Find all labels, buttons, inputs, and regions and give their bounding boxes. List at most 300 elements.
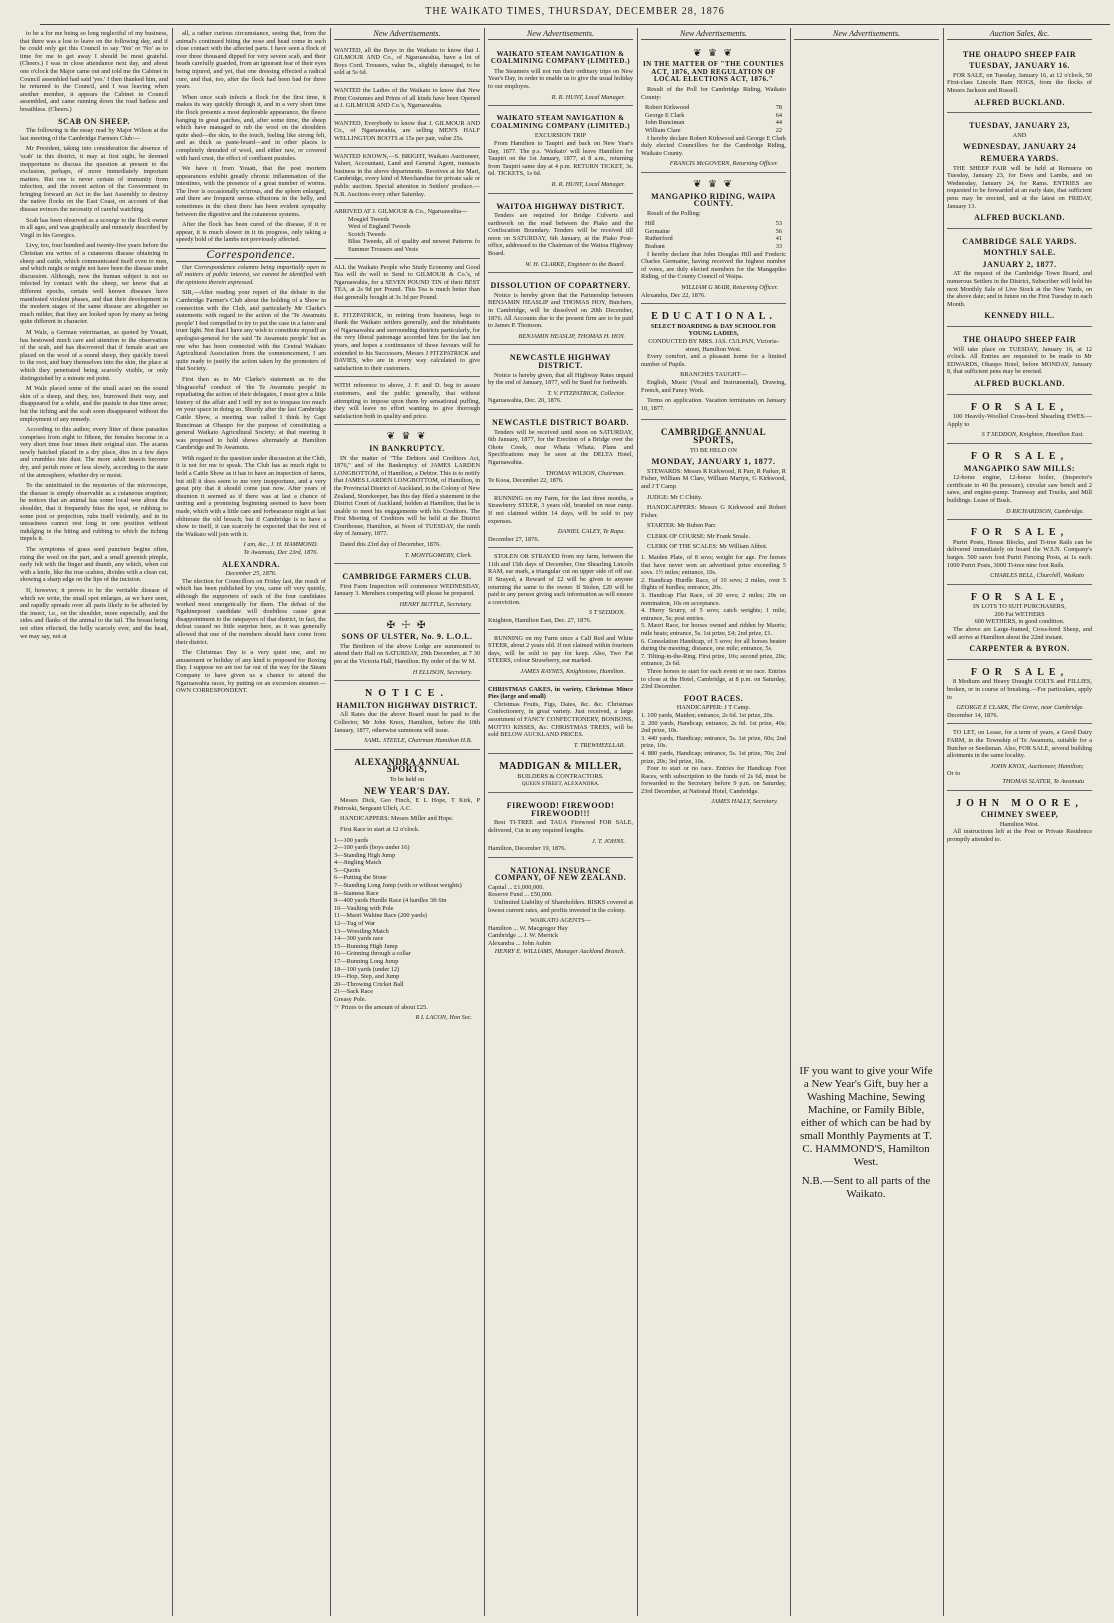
foot-race-item: 4. 880 yards, Handicap; entrance, 5s. 1st prize, 70s; 2nd prize, 20s; 3rd prize, 10s. xyxy=(641,749,786,765)
ad-signature: JAMES RAYNES, Knightstone, Hamilton. xyxy=(520,668,625,675)
advertisement xyxy=(488,196,633,274)
masthead: THE WAIKATO TIMES, THURSDAY, DECEMBER 28, 1876 xyxy=(40,6,1110,25)
ad-capital: Capital ... £1,000,000. xyxy=(488,883,544,891)
ad-conjunction: Or to xyxy=(947,770,961,778)
ad-signature: JAMES HALLY, Secretary. xyxy=(711,798,778,806)
ad-subtitle: CHIMNEY SWEEP, xyxy=(980,810,1059,820)
event-item: 18—100 yards (under 12) xyxy=(334,965,400,973)
poll-row xyxy=(641,119,786,127)
event-item: 6—Putting the Stone xyxy=(334,874,387,882)
ad-list-item: Mosgiel Tweeds xyxy=(348,215,390,223)
ad-title: MANGAPIKO RIDING, WAIPA COUNTY. xyxy=(651,191,776,209)
event-item: 9—400 yards Hurdle Race (4 hurdles 3ft 6in xyxy=(334,897,447,905)
advertisement xyxy=(488,756,633,793)
column-3 xyxy=(334,30,480,1615)
advertisement-election xyxy=(641,175,786,304)
vote-count: 44 xyxy=(775,119,782,127)
candidate-name: Germaine xyxy=(645,227,670,235)
ad-text xyxy=(334,1004,480,1012)
ad-subtitle: EXCURSION TRIP xyxy=(534,132,587,140)
ad-text: RUNNING on my Farm, for the last three months, a Strawberry STEER, 3 years old, branded on near rump. If not claimed within 14 days, will be sold to pay expenses. xyxy=(488,494,633,525)
advertisement xyxy=(488,412,633,490)
advertisement xyxy=(947,397,1092,444)
advertisement xyxy=(488,795,633,858)
ad-text: CLERK OF COURSE: Mr Frank Smale. xyxy=(647,532,750,540)
letter-paragraph: First then as to Mr Clarke's statement as to the 'disgraceful' conduct of 'the Te Awamutu people' in repudiating the action of their delegates, I must give a little history of the affair and I will try not to trespass too much on your space in doing so. Shortly after the last Cambridge Cattle Show, a meeting was called I think by Capt Runciman at Ohaupo for the purpose of constituting a general Waikato Agricultural Society; at that meeting it was proposed to hold shows alternately at Hamilton Cambridge and Te Awamutu. xyxy=(176,375,326,452)
ad-date: JANUARY 2, 1877. xyxy=(982,259,1057,269)
ad-text: WITH reference to above, J. F. and D. beg to assure customers, and the public generally, that without attempting to impose upon them by sensational puffing, they will leave no effort wanting to give thorough satisfaction both in quality and price. xyxy=(334,382,480,420)
ad-title: CHRISTMAS CAKES, in variety, Christmas Mince Pies (large and small) xyxy=(488,685,633,701)
ad-title: WAIKATO STEAM NAVIGATION & COALMINING COMPANY (LIMITED.) xyxy=(490,114,631,130)
ad-title: CAMBRIDGE FARMERS CLUB. xyxy=(342,572,472,582)
advertisement-hammond xyxy=(798,1065,934,1201)
agent-item: Alexandra ... John Aubin xyxy=(488,940,551,948)
ad-title: IN BANKRUPTCY. xyxy=(369,443,445,453)
column-heading: New Advertisements. xyxy=(334,30,480,40)
column-2 xyxy=(176,30,326,1615)
ad-text: From Hamilton to Taupiri and back on New Year's Day, 1877. The p.s. 'Waikato' will leave Hamilton for Taupiri on the 1st January, 1877, at 8 a.m., returning from Taupiri same day at 4 p.m. RETURN TICKET, 3s. 6d. TICKETS, 1s 6d. xyxy=(488,139,633,178)
ad-signature: S T SEDDON, Knighton, Hamilton East. xyxy=(981,431,1084,439)
advertisement xyxy=(488,275,633,345)
ad-subtitle: IN LOTS TO SUIT PURCHASERS, xyxy=(973,603,1066,611)
ad-text: Result of the Polling: xyxy=(647,209,701,217)
foot-race-list xyxy=(641,712,786,765)
event-item: 8—Siamese Race xyxy=(334,889,379,897)
event-item: 19—Hop, Step, and Jump xyxy=(334,973,400,981)
ad-signature: R. R. HUNT, Local Manager. xyxy=(551,180,625,188)
ad-signature: THOMAS SLATER, Te Awamutu xyxy=(1002,777,1084,785)
paragraph: Livy, too, four hundred and twenty-five years before the Christian era writes of a cutaneous disease obtaining in sheep and cattle, which communicated itself even to men, and which might or might not have been the disease under discussion. Although, now the human subject is not so infected by contact with the sheep, we know that at different epochs, certain well known diseases have manifested virulent phases, and that their development in the modern stages of the same disease are altogether so much milder, that they are looked upon by many as being quite different in character. xyxy=(20,242,168,326)
event-item: 4—Jingling Match xyxy=(334,859,382,867)
column-7 xyxy=(947,30,1092,1615)
paragraph: We have it from Youatt, that the post mortem appearances exhibit greatly chronic inflammation of the intestines, with the presence of a great number of worms. The liver is occasionally scirrous, and the spleen enlarged, and there are frequent serous effusions in the belly, and sometimes in the chest there has been evident sympathy between the digestive and the cutaneous systems. xyxy=(176,165,326,218)
advertisement xyxy=(947,726,1092,790)
ad-text: Tenders are required for Bridge Culverts and earthwork on the road between the Piako and the Confiscation Boundary. Tenders will be received till noon on SATURDAY, 6th January, at the Piako Post-office, addressed to the Chairman of the Waitoa Highway Board. xyxy=(488,212,633,258)
ad-title: NATIONAL INSURANCE COMPANY, OF NEW ZEALAND. xyxy=(494,865,627,883)
poll-row xyxy=(641,228,786,236)
poll-row xyxy=(641,235,786,243)
ad-date: WEDNESDAY, JANUARY 24 xyxy=(962,142,1077,152)
ad-list-item: West of England Tweeds xyxy=(348,223,411,231)
paragraph: The Christmas Day is a very quiet one, and no amusement or holiday of any kind is proposed for Boxing Day. I suppose we are too far out of the way for the Steam Company to have given us a chance to attend the Ngaruawahia races, by putting on an excursion steamer.—OWN CORRESPONDENT. xyxy=(176,649,326,695)
column-rule xyxy=(790,28,791,1616)
ad-text: WANTED KNOWN,—S. BRIGHT, Waikato Auctioneer, Valuer, Accountant, Land and General Agent, transacts business in the above departments. Receives at his Mart, Cambridge, every kind of Merchandise for private sale or public auction. Special attention to Settlers' produce.—N.B. Auctions every other Saturday. xyxy=(334,152,480,198)
ad-subtitle: BUILDERS & CONTRACTORS. xyxy=(517,772,604,780)
vote-count: 41 xyxy=(775,235,782,243)
ad-title: WAITOA HIGHWAY DISTRICT. xyxy=(496,201,625,211)
advertisement xyxy=(334,309,480,378)
ad-heading: ARRIVED AT J. GILMOUR & Co., Ngaruawahia— xyxy=(334,208,468,216)
candidate-name: Robert Kirkwood xyxy=(645,104,690,112)
event-item: 11—Maori Wahine Race (200 yards) xyxy=(334,912,427,920)
ad-title: FOR SALE, xyxy=(970,666,1069,678)
event-item: 21—Sack Race xyxy=(334,988,373,996)
ad-text: Notice is hereby given, that all Highway Rates unpaid by the end of January, 1877, will be Sued for forthwith. xyxy=(488,371,633,387)
section-title-correspondence: Correspondence. xyxy=(176,248,326,262)
ad-text: Messrs Dick, Geo Finch, E L Hope, T Kirk, P Pietroski, Sergeant Ulich, A.C. xyxy=(334,797,480,812)
ad-text: I hereby declare Robert Kirkwood and George E Clark duly elected Councillors for the Cambridge Riding, Waikato County. xyxy=(641,134,786,157)
ad-list xyxy=(334,216,480,239)
race-list xyxy=(641,554,786,668)
ad-date: Knighton, Hamilton East, Dec. 27, 1876. xyxy=(488,617,592,625)
paragraph: After the flock has been cured of the disease, if it re appear, it is much slower in it its progress, only taking a speedy hold of the lambs not previously affected. xyxy=(176,221,326,244)
advertisement xyxy=(947,522,1092,585)
advertisement xyxy=(947,231,1092,327)
ad-signature: H ELLISON, Secretary. xyxy=(412,668,472,676)
event-item: 15—Running High Jump xyxy=(334,942,398,950)
advertisement xyxy=(488,492,633,549)
ad-date: TUESDAY, JANUARY 16. xyxy=(969,61,1070,71)
ad-conjunction: AND xyxy=(1012,131,1027,139)
letter-signature: I am, &c., J. H. HAMMOND. xyxy=(243,541,318,549)
ad-text: FOR SALE, on Tuesday, January 16, at 12 o'clock, 50 First-class Lincoln Ram HOGS, from the flocks of Messrs Jackson and Russell. xyxy=(947,71,1092,94)
ad-list-item: 600 WETHERS, in good condition. xyxy=(974,618,1065,626)
paragraph: According to this author, every litter of these parasites comprises from eight to fifteen, the females become in a very short time four times their original size. The acarus newly hatched placed in a dry place, dies in a few days and crumbles into dust. The more adult insects become dry, and perish more or less slowly, according to the state of the atmosphere, whether dry or moist. xyxy=(20,426,168,479)
article-continuation: to be a for me being so long neglectful of my business, that there was a lost to leave on the following day, and if he could only get this Council to say 'Yes' or 'No' as to time for me to get away I should be most grateful. (Cheers.) I was in close attendance next day, and about one o'clock the Major came out and told me the Cabinet in Council assembled had said 'yes.' I then thanked him, and he returned to the Council, and I was leaving when another member, it appears the Cabinet in Council assembled, and came running down the road hatless and breathless. (Cheers.) xyxy=(20,30,168,113)
column-heading: New Advertisements. xyxy=(794,30,939,40)
ad-title: FOR SALE, xyxy=(970,591,1069,603)
ad-text: RUNNING on my Farm since a Calf Red and White STEER, about 2 years old. If not claimed within fourteen days, will be sold to pay for keep. Also, Two Fat STEERS, colour Strawberry, ear marked. xyxy=(488,634,633,665)
ad-address: QUEEN STREET, ALEXANDRA. xyxy=(521,780,600,787)
ad-title: WAIKATO STEAM NAVIGATION & COALMINING COMPANY (LIMITED.) xyxy=(490,49,631,66)
letter-paragraph: With regard to the question under discussion at the Club, it is not for me to speak. The Club has as much right to hold a Cattle Show as it has to have an inspection of farms, but still it does seem to me very inopportune, and a very great pity that it should come just now. After years of disunion it seemed as if there was at last a chance of uniting and a promising beginning seemed to have been made, which with a little care and forbearance might at last obliterate the old breach; but if Cambridge is to have a show to itself, it can scarcely be expected that the rest of the Waikato will join with it. xyxy=(176,454,326,538)
ad-signature: FRANCIS McGOVERN, Returning Officer. xyxy=(669,160,778,168)
ad-text: Will take place on TUESDAY, January 16, at 12 o'clock. All Entries are requested to be made to Mr EDWARDS, Ohaupo Hotel, before MONDAY, January 8, that sufficient pens may be erected. xyxy=(947,345,1092,376)
ad-text: English, Music (Vocal and Instrumental), Drawing, French, and Fancy Work. xyxy=(641,378,786,394)
advertisement xyxy=(947,793,1092,851)
ad-text: 12-horse engine, 12-horse boiler, (Inspector's certificate to 40 lbs pressure), circular saw bench and 2 saws, and engine-pump. Tramway and Trucks, and Mill buildings. Lease of Bush. xyxy=(947,474,1092,504)
ad-date: TUESDAY, JANUARY 23, xyxy=(969,121,1070,131)
ad-signature: J. T. JOHNS. xyxy=(592,837,625,845)
ad-text: All instructions left at the Post or Private Residence promptly attended to. xyxy=(947,828,1092,843)
advertisement xyxy=(947,115,1092,229)
ad-signature: HENRY BUTTLE, Secretary. xyxy=(399,601,472,609)
paragraph: The election for Councillors on Friday last, the result of which has been published by you, came off very quietly, although the supporters of each of the four candidates worked most energetically for them. The defeat of the Ngahinepouri candidate will doubtless cause great disappointment to the ratepayers of that district, in fact, the defeat caused no little surprise here, as it was generally allowed that one of the members should have come from their district. xyxy=(176,577,326,646)
column-5 xyxy=(641,30,786,1615)
ad-text: I hereby declare that John Douglas Hill and Frederic Charles Germaine, having received the highest number of votes, are duly elected members for the Mangapiko Riding, of the County Council of Waipa. xyxy=(641,250,786,281)
advertisement xyxy=(488,683,633,755)
ad-text: Tenders will be received until noon on SATURDAY, 6th January, 1877, for the Erection of a Bridge over the Ohote Creek, near Whata Whata. Plans and Specifications may be seen at the DELTA Hotel, Ngaruawahia. xyxy=(488,428,633,466)
advertisement xyxy=(334,117,480,148)
advertisement xyxy=(334,566,480,613)
ad-title: IN THE MATTER OF "THE COUNTIES ACT, 1876, AND REGULATION OF LOCAL ELECTIONS ACT, 1876." xyxy=(642,60,785,84)
vote-count: 22 xyxy=(775,126,782,134)
column-heading: New Advertisements. xyxy=(488,30,633,40)
ad-title: THE OHAUPO SHEEP FAIR xyxy=(962,335,1077,345)
paragraph: all, a rather curious circumstance, seeing that, from the animal's continued biting the nose and head come in such close contact with the affected parts. I have seen a flock of over three thousand dipped for very severe scab, and their heads carefully guarded, from an ignorant fear of their eyes being injured, and yet, that one dressing effected a radical cure, and that, too, after the flock had been bad for three years. xyxy=(176,30,326,91)
advertisement xyxy=(947,446,1092,520)
paragraph: If, however, it proves to be the veritable disease of which we write, the small spot enlarges, as we have seen, and rapidly spreads over all parts likely to be affected by the insect, i.e., on the shoulder, more especially, and the sides and flanks of the animal to the tail. The breast being not often effected, the belly scarcely ever, and the head, we may say, not at xyxy=(20,586,168,640)
advertisement xyxy=(488,550,633,629)
ad-text: E. FITZPATRICK, in retiring from business, begs to thank the Waikato settlers generally, and the inhabitants of Ngaruawahia and surrounding districts particularly, for the very liberal patronage accorded him for the last ten years, and hopes a continuance of those favours will be extended to his Successors, Messrs J FITZPATRICK and DAVIES, who are in every way calculated to give satisfaction to their customers. xyxy=(334,311,480,372)
ad-signature: R. R. HUNT, Local Manager. xyxy=(551,93,625,101)
ad-text: Puriri Posts, House Blocks, and Ti-tree Rails can be delivered immediately on board the W.S.N. Company's barges. 500 sawn foot Puriri Fencing Posts, at 1s each. 1000 Puriri Posts, 3000 Ti-tree nine foot Rails. xyxy=(947,538,1092,569)
ad-conductor: CONDUCTED BY MRS. JAS. CULPAN, Victoria-street, Hamilton West. xyxy=(648,338,779,353)
ad-title: JOHN MOORE, xyxy=(956,797,1083,809)
ad-signature: THOMAS WILSON, Chairman. xyxy=(545,469,625,477)
pointing-hand-icon: ☞ xyxy=(334,1003,342,1011)
advertisement xyxy=(488,347,633,410)
foot-race-item: 2. 200 yards, Handicap; entrance, 2s 6d. 1st prize, 40s; 2nd prize, 10s. xyxy=(641,719,786,735)
vote-count: 33 xyxy=(775,243,782,251)
vote-count: 53 xyxy=(775,220,782,228)
event-item: 20—Throwing Cricket Ball xyxy=(334,980,404,988)
advertisement xyxy=(334,205,480,259)
event-item: 5—Quoits xyxy=(334,866,361,874)
candidate-name: John Runciman xyxy=(645,119,685,127)
event-list xyxy=(334,837,480,1004)
ad-signature: KENNEDY HILL. xyxy=(984,311,1055,321)
ad-date: December 27, 1876. xyxy=(488,535,540,543)
race-item: 3. Handicap Flat Race, of 20 sovs; 2 miles; 20s on nomination, 10s on acceptance. xyxy=(641,592,786,607)
advertisement xyxy=(334,261,480,307)
ad-text: The Brethren of the above Lodge are summoned to attend their Hall on SATURDAY, 29th December, at 7 30 pm at the Victoria Hall, Hamilton. By order of the W M. xyxy=(334,642,480,665)
ad-text: HANDICAPPERS: Messrs Miller and Hope. xyxy=(340,815,454,823)
ad-date: Dated this 23rd day of December, 1876. xyxy=(340,541,441,549)
ad-date: December 14, 1876. xyxy=(947,711,999,719)
ad-signature: S T SEDDON. xyxy=(588,609,625,617)
ad-subtitle: MONTHLY SALE. xyxy=(983,248,1056,258)
article-date: December 25, 1876. xyxy=(225,570,277,578)
ad-text: The above are Large-framed, Cross-bred Sheep, and will arrive at Hamilton about the 22nd instant. xyxy=(947,626,1092,641)
advertisement xyxy=(334,84,480,115)
column-heading: New Advertisements. xyxy=(641,30,786,40)
ad-signature: T. TREWHEELLAR. xyxy=(573,741,625,749)
advertisement xyxy=(334,150,480,204)
event-item: 12—Tug of War xyxy=(334,920,376,928)
ad-title: NOTICE. xyxy=(365,688,449,700)
race-item: 5. Maori Race, for horses owned and ridden by Maoris; mile heats; entrance, 5s. 1st prize, £4; 2nd prize, £1. xyxy=(641,622,786,637)
ad-date: Ngaruawahia, Dec. 20, 1876. xyxy=(488,397,562,405)
ad-signature: ALFRED BUCKLAND. xyxy=(974,97,1065,107)
event-item: 14—300 yards race xyxy=(334,935,384,943)
editorial-note: Our Correspondence columns being impartially open to all matters of public interest, we cannot be identified with the opinions therein expressed. xyxy=(176,263,326,286)
advertisement xyxy=(334,683,480,750)
paragraph: M Walz, a German veterinarian, as quoted by Youatt, has bestowed much care and attention to the observation of the scab, and has discovered that if female acari are placed on the wool of a sound sheep, they quickly travel to the root, and bury themselves into the skin, the place at which they penetrated being scarcely visible, or only distinguished by a minute red point. xyxy=(20,328,168,382)
ad-text: IF you want to give your Wife a New Year's Gift, buy her a Washing Machine, Sewing Machine, or Family Bible, either of which can be had by small Monthly Payments at T. C. HAMMOND'S, Hamilton West. xyxy=(799,1065,933,1168)
ad-date: NEW YEAR'S DAY. xyxy=(363,785,451,796)
poll-row xyxy=(641,104,786,112)
paragraph: The symptoms of grass seed puncture begins often, rising the wool on the part, and a small greenish pimple, early felt with the finger and thumb, any which, when cut with a knife, like the true scabies, divides with a clean cut, showing a sharp edge on the lips of the incision. xyxy=(20,546,168,584)
event-item: 2—100 yards (boys under 16) xyxy=(334,844,410,852)
advertisement xyxy=(947,587,1092,660)
ad-text: 8 Medium and Heavy Draught COLTS and FILLIES, broken, or in course of breaking.—For particulars, apply to xyxy=(947,678,1092,701)
ad-signature: HENRY E. WILLIAMS, Manager Auckland Branch. xyxy=(494,947,625,955)
ad-text: Result of the Poll for Cambridge Riding, Waikato County: xyxy=(641,85,786,101)
event-item: 10—Vaulting with Pole xyxy=(334,904,394,912)
ad-title: NEWCASTLE HIGHWAY DISTRICT. xyxy=(509,353,612,370)
ad-subtitle: WAIKATO AGENTS— xyxy=(530,917,591,925)
ad-text: Four to start or no race. Entries for Handicap Foot Races, with subscription to the funds of 2s 6d, must be forwarded to the Secretary before 9 p.m. on Saturday, 23rd December, at National Hotel, Cambridge. xyxy=(641,765,786,795)
ad-signature: T. MONTGOMERY, Clerk. xyxy=(404,551,472,559)
ad-subtitle: TO BE HELD ON xyxy=(690,446,737,454)
paragraph: Mr President, taking into consideration the absence of 'scab' in this district, it may at first sight, be deemed inopportune to discuss the question at present to the exclusion, perhaps, of more immediately important matters. But one is never certain of immunity from infection, and the recent action of the Government in bringing forward an Act in the last Assembly to destroy the native flocks on the East Coast, on account of that disease evinces the necessity of careful watching. xyxy=(20,145,168,214)
advertisement-sports xyxy=(334,752,480,1026)
ad-subtitle: BRANCHES TAUGHT— xyxy=(680,371,747,379)
column-6 xyxy=(794,30,939,1615)
ad-text: WANTED, Everybody to know that J. GILMOUR AND Co., of Ngaruawahia, are selling MEN'S HALF WELLINGTON BOOTS at 15s per pair, value 25s. xyxy=(334,119,480,142)
ad-date: Hamilton, December 19, 1876. xyxy=(488,845,566,853)
poll-row xyxy=(641,127,786,135)
ad-text: WANTED, all the Boys in the Waikato to know that J. GILMOUR AND Co., of Ngaruawahia, have a lot of Boys Cord. Trousers, value 9s., slightly damaged, to be sold at 5s 6d. xyxy=(334,46,480,77)
column-1 xyxy=(20,30,168,1615)
candidate-name: Rutherford xyxy=(645,235,673,243)
agent-item: Cambridge ... J. W. Merrick xyxy=(488,932,559,940)
advertisement xyxy=(334,616,480,682)
ad-title: NEWCASTLE DISTRICT BOARD. xyxy=(491,417,630,427)
letter-paragraph: SIR,—After reading your report of the debate in the Cambridge Farmer's Club about the holding of a Show in connection with the Club, and particularly Mr Clarke's statements with regard to the action of the 'Te Awamutu people' I feel compelled to try to put the case in a fairer and truer light. Not that I have any wish to constitute myself an apologist-general for the said 'Te Awamutu people' but as one who has been connected with the Central Waikato Agricultural Association from the commencement, I am quite ready to justify the action taken by the promoters of that Society. xyxy=(176,289,326,373)
ad-title: ALEXANDRA ANNUAL SPORTS, xyxy=(354,756,460,775)
ad-text: WANTED the Ladies of the Waikato to know that New Print Costumes and Prints of all kinds have been Opened at J. GILMOUR AND Co.'s, Ngaruawahia. xyxy=(334,86,480,110)
lodge-emblem-icon: ✠ ☩ ✠ xyxy=(386,619,428,631)
ad-text: JUDGE: Mr C Chitty. xyxy=(647,493,703,501)
ad-address: Hamilton West. xyxy=(999,820,1040,828)
advertisement xyxy=(488,44,633,107)
advertisement xyxy=(947,329,1092,395)
ad-title: FIREWOOD! FIREWOOD! FIREWOOD!!! xyxy=(506,801,615,818)
ad-list-item: Scotch Tweeds xyxy=(348,230,386,238)
ad-text: Best TI-TREE and TAUA Firewood FOR SALE, delivered, Cut in any required lengths. xyxy=(488,819,633,834)
ad-title: DISSOLUTION OF COPARTNERY. xyxy=(490,281,631,291)
article-title: SCAB ON SHEEP. xyxy=(58,116,130,126)
royal-arms-icon: ❦ ♛ ❦ xyxy=(693,47,734,59)
column-4 xyxy=(488,30,633,1615)
ad-list-item: 200 Fat WETHERS xyxy=(994,610,1045,618)
ad-signature: SAML. STEELE, Chairman Hamilton H.B. xyxy=(364,737,472,745)
ad-title: EDUCATIONAL. xyxy=(651,311,776,323)
ad-subtitle: FOOT RACES. xyxy=(683,693,744,703)
ad-signature: CARPENTER & BYRON. xyxy=(969,644,1070,654)
ad-signature: DANIEL CALEY, Te Rapa. xyxy=(557,528,625,536)
advertisement-bankruptcy xyxy=(334,427,480,564)
ad-title: FOR SALE, xyxy=(970,527,1069,539)
race-item: 1. Maiden Plate, of 8 sovs; weight for age. For horses that have never won an advertised prize exceeding 5 sovs. 1½ miles; entrance, 10s. xyxy=(641,554,786,577)
ad-signature: R L LACON, Hon Sec. xyxy=(415,1014,472,1022)
ad-subtitle: SELECT BOARDING & DAY SCHOOL FOR YOUNG LADIES, xyxy=(650,322,777,338)
ad-text: STARTER: Mr Ruben Parr. xyxy=(647,522,717,530)
advertisement-election xyxy=(641,44,786,173)
ad-title: FOR SALE, xyxy=(970,401,1069,413)
ad-title: SONS OF ULSTER, No. 9. L.O.L. xyxy=(341,632,473,642)
ad-reserve: Reserve Fund ... £50,000. xyxy=(488,891,553,899)
ad-subtitle: MANGAPIKO SAW MILLS: xyxy=(963,463,1076,473)
paragraph: Scab has been observed as a scourge to the flock owner in all ages, and was graphically and minutely described by Virgil in his Georgics. xyxy=(20,216,168,239)
foot-race-item: 1. 100 yards, Maiden; entrance, 2s 6d. 1st prize, 20s. xyxy=(641,711,774,719)
poll-row xyxy=(641,220,786,228)
advertisement xyxy=(334,44,480,82)
vote-count: 78 xyxy=(775,104,782,112)
ad-text: Bliss Tweeds, all of quality and newest Patterns fo Summer Trousers and Vests xyxy=(348,238,480,254)
ad-signature: D RICHARDSON, Cambridge. xyxy=(1005,507,1084,515)
ad-title: CAMBRIDGE SALE YARDS. xyxy=(962,236,1077,246)
royal-arms-icon: ❦ ♛ ❦ xyxy=(693,178,734,190)
vote-count: 64 xyxy=(775,111,782,119)
agent-item: Hamilton ... W. Macgregor Hay xyxy=(488,924,568,932)
column-rule xyxy=(172,28,173,1616)
candidate-name: William Clare xyxy=(645,126,681,134)
race-item: 6. Consolation Handicap, of 5 sovs; for all horses beaten during the meeting; distance, one mile; entrance, 5s. xyxy=(641,637,786,653)
royal-arms-icon: ❦ ♛ ❦ xyxy=(386,431,428,443)
paragraph: When once scab infects a flock for the first time, it makes its way quickly through it, and in a very short time the flock presents a most deplorable appearance, the fleece hanging in great patches, and, after some time, the sheep which have managed to rub the wool on the shoulders quite shed—the skin, to the touch, feeling like strong felt, and as thick as paste-board—and in other places is completely denuded of wool, and either raw, or covered with hard crust, the effect of confluent pustules. xyxy=(176,93,326,162)
column-rule xyxy=(943,28,944,1616)
column-heading: Auction Sales, &c. xyxy=(947,30,1092,40)
ad-text: Three horses to start for each event or no race. Entries to close at the Hotel, Cambridge, at 8 p.m. on Saturday, 23rd December. xyxy=(641,667,786,691)
prize-text: Prizes to the amount of about £25. xyxy=(341,1003,428,1011)
paragraph: M Walz placed some of the small acari on the sound skin of a sheep, and they, too, burrowed their way, and disappeared for a while, and the pustule in due time arose; but the itching and the scab soon disappeared without the employment of any remedy. xyxy=(20,385,168,423)
ad-text: All Rates due the above Board must be paid to the Collector, Mr John Knox, Hamilton, before the 10th January, 1877, otherwise summons will issue. xyxy=(334,711,480,734)
ad-signature: JOHN KNOX, Auctioneer, Hamilton; xyxy=(990,762,1084,770)
letter-date: Te Awamutu, Dec 23rd, 1876. xyxy=(243,549,318,556)
ad-signature: W. H. CLARKE, Engineer to the Board. xyxy=(525,260,625,268)
ad-date: Te Kooa, December 22, 1876. xyxy=(488,477,564,485)
event-item: 3—Standing High Jump xyxy=(334,851,396,859)
ad-text: Unlimited Liability of Shareholders. RISKS covered at lowest current rates, and profits invested in the colony. xyxy=(488,899,633,914)
ad-signature: ALFRED BUCKLAND. xyxy=(974,379,1065,388)
race-item: 2. Handicap Hurdle Race, of 10 sovs; 2 miles, over 5 flights of hurdles; entrance, 20s. xyxy=(641,576,786,592)
candidate-name: George E Clark xyxy=(645,111,685,119)
article-title: ALEXANDRA. xyxy=(221,559,281,569)
advertisement xyxy=(488,108,633,193)
ad-text: First Race to start at 12 o'clock. xyxy=(340,825,420,833)
ad-text: HANDICAPPERS: Messrs G Kirkwood and Robert Fisher. xyxy=(641,504,786,519)
ad-text: CLERK OF THE SCALES: Mr William Abbot. xyxy=(647,543,768,551)
race-item: 7. Tilting-in-the-Ring. First prize, 10s; second prize, 20s; entrance, 2s 6d. xyxy=(641,652,786,668)
event-item: Greasy Pole. xyxy=(334,995,367,1003)
ad-text: STEWARDS: Messrs R Kirkwood, R Parr, R Parker, R Fisher, William M Clare, William Martyn, G Kirkwood, and J T Camp xyxy=(641,467,786,490)
ad-text: HANDICAPPER: J T Camp. xyxy=(676,704,751,712)
ad-text: IN the matter of "The Debtors and Creditors Act, 1876," and of the Bankruptcy of JAMES LARDEN LONGBOTTOM, of Hamilton, a Debtor. This is to notify that JAMES LARDEN LONGBOTTOM, of Hamilton, in the Provincial District of Auckland, in the Colony of New Zealand, Storekeeper, has this day filed a statement in the District Court of Auckland, holden at Hamilton, that he is unable to meet his engagements with his Creditors. The First Meeting of Creditors will be held at the District Courthouse, Hamilton, at Noon of TUESDAY, the ninth day of January, 1877. xyxy=(334,454,480,538)
ad-text: TO LET, on Lease, for a term of years, a Good Dairy FARM, in the Township of Te Awamutu, suitable for a Butcher or Seedsman. Also, FOR SALE, several building allotments in the same locality. xyxy=(947,729,1092,760)
ad-text: Notice is hereby given that the Partnership between BENJAMIN HEASLIP and THOMAS HOY, Butchers, in Cambridge, will be dissolved on 20th December, 1876. All Accounts due to the present firm are to be paid to James P. Thomson. xyxy=(488,291,633,330)
advertisement xyxy=(947,44,1092,114)
ad-title: FOR SALE, xyxy=(970,450,1069,462)
advertisement xyxy=(947,662,1092,725)
candidate-name: Brabant xyxy=(645,243,665,251)
column-rule xyxy=(637,28,638,1616)
ad-date: Alexandra, Dec 22, 1876. xyxy=(641,291,706,299)
ad-signature: GEORGE E CLARK, The Grove, near Cambridge. xyxy=(956,704,1084,712)
column-rule xyxy=(330,28,331,1616)
ad-text: Terms on application. Vacation terminates on January 10, 1877. xyxy=(641,397,786,412)
poll-row xyxy=(641,112,786,120)
foot-race-item: 3. 440 yards, Handicap; entrance, 5s. 1st prize, 60s; 2nd prize, 10s. xyxy=(641,734,786,750)
ad-subtitle: HAMILTON HIGHWAY DISTRICT. xyxy=(336,700,478,710)
ad-signature: CHARLES BELL, Churchill, Waikato xyxy=(990,572,1084,580)
ad-signature: BENJAMIN HEASLIP, THOMAS H. HOY. xyxy=(518,332,625,340)
ad-text: 100 Heavily-Woolled Cross-bred Shearling EWES.—Apply to xyxy=(947,413,1092,428)
event-item: 17—Running Long Jump xyxy=(334,958,399,965)
event-item: 13—Wrestling Match xyxy=(334,927,389,935)
candidate-name: Hill xyxy=(645,220,655,228)
ad-signature: ALFRED BUCKLAND. xyxy=(974,213,1065,223)
ad-text: Every comfort, and a pleasant home for a limited number of Pupils. xyxy=(641,353,786,368)
ad-text: Christmas Fruits, Figs, Dates, &c. &c. Christmas Confectionery, in great variety. Just received, a large assortment of FANCY CONFECTIONERY, BONBONS, MOTTO KISSES, &c. CHRISTMAS TREES, will be sold BELOW AUCKLAND PRICES. xyxy=(488,700,633,739)
ad-title: CAMBRIDGE ANNUAL SPORTS, xyxy=(660,427,767,445)
ad-text: STOLEN OR STRAYED from my farm, between the 11th and 15th days of December, One Shearling Lincoln RAM, ear mark, a triangular cut on upper side of off ear. If Strayed, a Reward of £2 will be given to anyone returning the same to the owner. If Stolen, £20 will be paid to any person giving such information as will ensure a conviction. xyxy=(488,553,633,606)
ad-signature: T. V. FITZPATRICK, Collector. xyxy=(547,389,625,397)
event-item: 16—Grinning through a collar xyxy=(334,950,411,958)
column-rule xyxy=(484,28,485,1616)
advertisement-sports xyxy=(641,422,786,810)
advertisement xyxy=(488,860,633,960)
ad-title: MADDIGAN & MILLER, xyxy=(499,761,622,773)
ad-text: THE SHEEP FAIR will be held at Remuera on Tuesday, January 23, for Ewes and Lambs, and on Wednesday, January 24, for Rams. ENTRIES are requested to be forwarded at an early date, that sufficient pens may be erected, and at the latest on FRIDAY, January 13. xyxy=(947,164,1092,210)
ad-text: First Farm Inspection will commence WEDNESDAY, January 3. Members competing will please be prepared. xyxy=(334,582,480,598)
ad-text: The Steamers will not run their ordinary trips on New Year's Day, in order to enable us to give the usual holiday to our employes. xyxy=(488,67,633,90)
paragraph: The following is the essay read by Major Wilson at the last meeting of the Cambridge Farmers Club:— xyxy=(20,127,168,142)
ad-subtitle: REMUERA YARDS. xyxy=(980,153,1059,163)
vote-count: 56 xyxy=(775,227,782,235)
